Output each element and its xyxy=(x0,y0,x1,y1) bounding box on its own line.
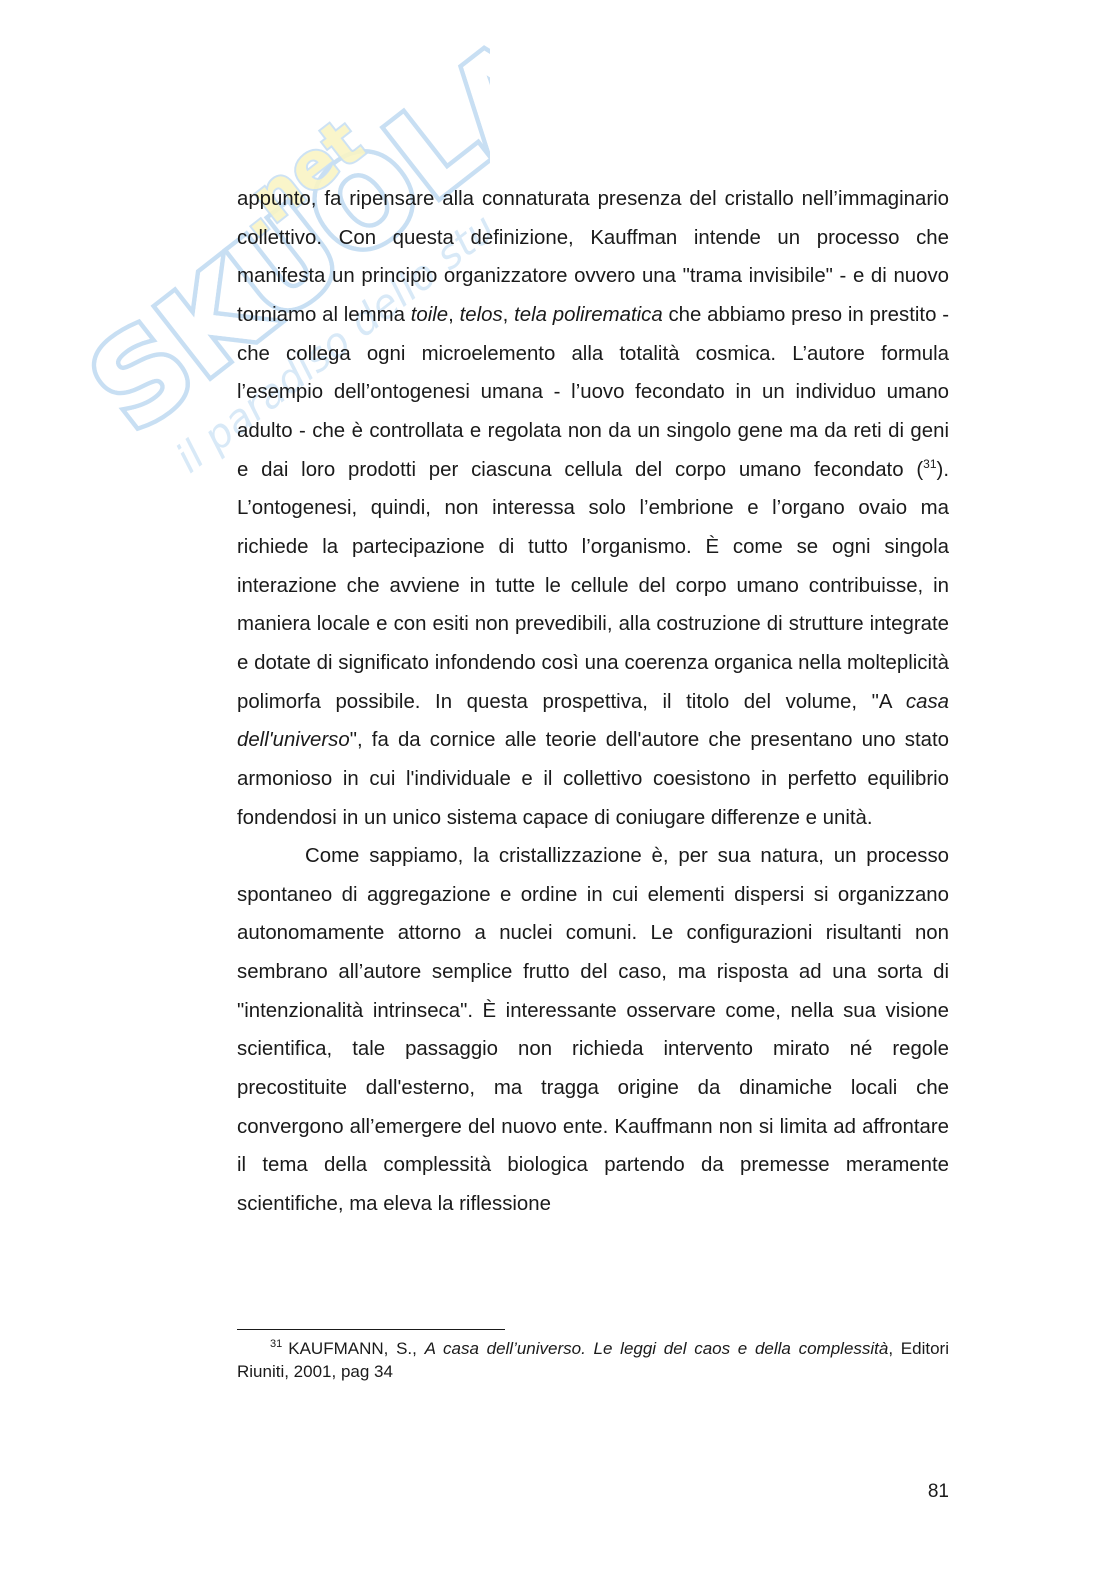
paragraphs.0-text-run: , xyxy=(448,303,460,326)
footnote-italic-run: A casa dell’universo. Le leggi del caos e della complessità xyxy=(424,1339,889,1358)
page-number: 81 xyxy=(927,1481,949,1502)
body-text xyxy=(237,180,949,1224)
paragraphs.0-italic-run: casa dell'universo xyxy=(237,690,949,752)
footnote-text-run: KAUFMANN, S., xyxy=(288,1339,425,1358)
svg-text:SKUOLA: SKUOLA xyxy=(66,40,490,459)
footnote-number: 31 xyxy=(270,1338,283,1351)
footnote-reference: 31 xyxy=(923,456,937,471)
paragraphs.0-italic-run: tela polirematica xyxy=(514,303,663,326)
paragraphs.0-text-run: che abbiamo preso in prestito - che collega ogni microelemento alla totalità cosmica. L’autore formula l’esempio dell’ontogenesi umana - l’uovo fecondato in un individuo umano adulto - che è controllata e regolata non da un singolo gene ma da reti di geni e dai loro prodotti per ciascuna cellula del corpo umano fecondato ( xyxy=(237,303,949,481)
paragraphs.1-text-run: Come sappiamo, la cristallizzazione è, per sua natura, un processo spontaneo di aggregazione e ordine in cui elementi dispersi si organizzano autonomamente attorno a nuclei comuni. Le configurazioni risultanti non sembrano all’autore semplice frutto del caso, ma risposta ad una sorta di "intenzionalità intrinseca". È interessante osservare come, nella sua visione scientifica, tale passaggio non richieda intervento mirato né regole precostituite dall'esterno, ma tragga origine da dinamiche locali che convergono all’emergere del nuovo ente. Kauffmann non si limita ad affrontare il tema della complessità biologica partendo da premesse meramente scientifiche, ma eleva la riflessione xyxy=(237,845,949,1216)
paragraph-1 xyxy=(237,180,949,837)
svg-text:.net: .net xyxy=(218,105,378,253)
watermark-tagline: il paradiso dello studente xyxy=(167,133,490,483)
footnote xyxy=(237,1337,949,1383)
paragraphs.0-text-run: ). L’ontogenesi, quindi, non interessa solo l’embrione e l’organo ovaio ma richiede la partecipazione di tutto l’organismo. È come se ogni singola interazione che avviene in tutte le cellule del corpo umano contribuisse, in maniera locale e con esiti non prevedibili, alla costruzione di strutture integrate e dotate di significato infondendo così una coerenza organica nella molteplicità polimorfa possibile. In questa prospettiva, il titolo del volume, "A xyxy=(237,458,949,713)
footnote-separator xyxy=(237,1329,505,1330)
paragraphs.0-text-run: ", fa da cornice alle teorie dell'autore che presentano uno stato armonioso in cui l'individuale e il collettivo coesistono in perfetto equilibrio fondendosi in un unico sistema capace di coniugare differenze e unità. xyxy=(237,729,949,829)
paragraph-2 xyxy=(237,837,949,1224)
footnote-text-run: , Editori Riuniti, 2001, pag 34 xyxy=(237,1339,949,1381)
footnote-text xyxy=(237,1339,949,1381)
paragraphs.0-text-run: appunto, fa ripensare alla connaturata presenza del cristallo nell’immaginario collettivo. Con questa definizione, Kauffman intende un processo che manifesta un principio organizzatore ovvero una "trama invisibile" - e di nuovo torniamo al lemma xyxy=(237,188,949,326)
watermark-brand-text: SKUOLA xyxy=(66,40,490,459)
paragraphs.0-italic-run: toile xyxy=(410,303,449,326)
paragraphs.0-text-run: , xyxy=(502,303,515,326)
paragraphs.0-italic-run: telos xyxy=(459,303,503,326)
